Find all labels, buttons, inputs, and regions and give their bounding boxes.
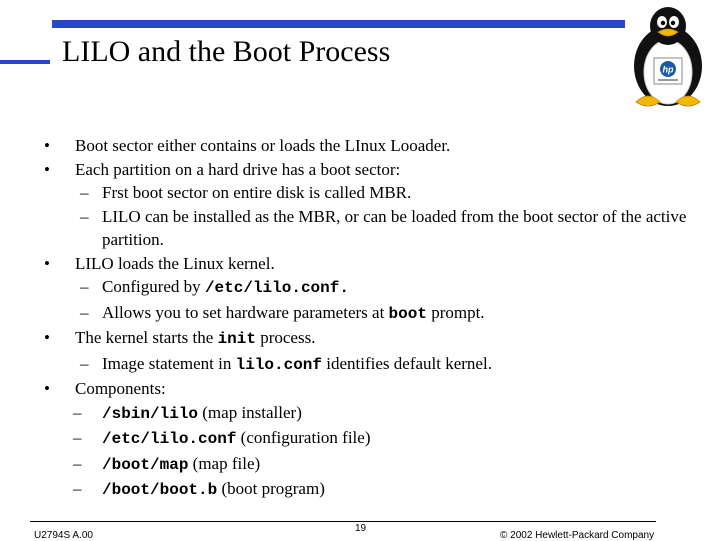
bullet-text: Boot sector either contains or loads the LInux Looader. — [75, 136, 451, 155]
bullet-text: (configuration file) — [236, 428, 371, 447]
dash-marker: – — [80, 183, 89, 202]
tux-penguin-icon — [622, 4, 714, 112]
bullet-text: prompt. — [426, 302, 485, 322]
dash-marker: – — [73, 402, 82, 422]
bullet-list — [0, 134, 700, 503]
bullet-text: Frst boot sector on entire disk is called MBR. — [102, 183, 412, 202]
dash-marker: – — [73, 479, 82, 498]
code-text: /etc/lilo.conf. — [204, 279, 349, 297]
sub-bullet-item — [0, 426, 700, 452]
dash-marker: – — [80, 206, 89, 226]
code-text: /etc/lilo.conf — [102, 430, 237, 448]
code-text: boot — [388, 304, 427, 323]
bullet-item — [0, 377, 700, 401]
sub-bullet-item — [0, 352, 700, 378]
sub-bullet-item — [0, 477, 700, 503]
bullet-marker: • — [44, 328, 50, 347]
bullet-text: (map installer) — [198, 402, 302, 422]
title-underline-bar — [0, 60, 50, 64]
dash-marker: – — [73, 428, 82, 447]
title-accent-bar — [52, 20, 625, 28]
footer-course-code: U2794S A.00 — [34, 530, 93, 541]
bullet-text: The kernel starts the — [75, 328, 218, 347]
bullet-text: process. — [255, 328, 316, 347]
bullet-text: Image statement in — [102, 353, 236, 373]
sub-bullet-item — [0, 275, 700, 301]
dash-marker: – — [73, 453, 82, 473]
bullet-item — [0, 158, 700, 182]
bullet-marker: • — [44, 159, 50, 179]
bullet-marker: • — [44, 253, 50, 273]
bullet-text: LILO can be installed as the MBR, or can be loaded from the boot sector of the active partition. — [102, 206, 687, 249]
bullet-text: Allows you to set hardware parameters at — [102, 302, 389, 322]
footer-copyright: © 2002 Hewlett-Packard Company — [500, 530, 655, 541]
bullet-text: Components: — [75, 379, 166, 398]
bullet-text: Each partition on a hard drive has a boot sector: — [75, 159, 401, 179]
code-text: /boot/boot.b — [102, 481, 218, 499]
dash-marker: – — [80, 353, 89, 373]
dash-marker: – — [80, 302, 89, 322]
code-text: lilo.conf — [235, 355, 323, 374]
slide-title: LILO and the Boot Process — [62, 35, 391, 68]
bullet-text: (boot program) — [217, 479, 325, 498]
sub-bullet-item — [0, 181, 700, 205]
dash-marker: – — [80, 277, 89, 296]
bullet-item — [0, 134, 700, 158]
sub-bullet-item — [0, 205, 700, 252]
code-text: init — [217, 330, 256, 348]
code-text: /sbin/lilo — [102, 404, 199, 423]
bullet-text: Configured by — [102, 277, 205, 296]
bullet-item — [0, 252, 700, 276]
footer-page-number: 19 — [355, 523, 367, 534]
bullet-text: (map file) — [188, 453, 261, 473]
hp-badge-text: hp — [662, 64, 674, 75]
sub-bullet-item — [0, 301, 700, 327]
bullet-marker: • — [44, 136, 50, 155]
sub-bullet-item — [0, 401, 700, 427]
bullet-marker: • — [44, 379, 50, 398]
footer-divider — [30, 521, 656, 522]
bullet-text: identifies default kernel. — [322, 353, 492, 373]
bullet-item — [0, 326, 700, 352]
sub-bullet-item — [0, 452, 700, 478]
code-text: /boot/map — [102, 455, 189, 474]
bullet-text: LILO loads the Linux kernel. — [75, 253, 275, 273]
